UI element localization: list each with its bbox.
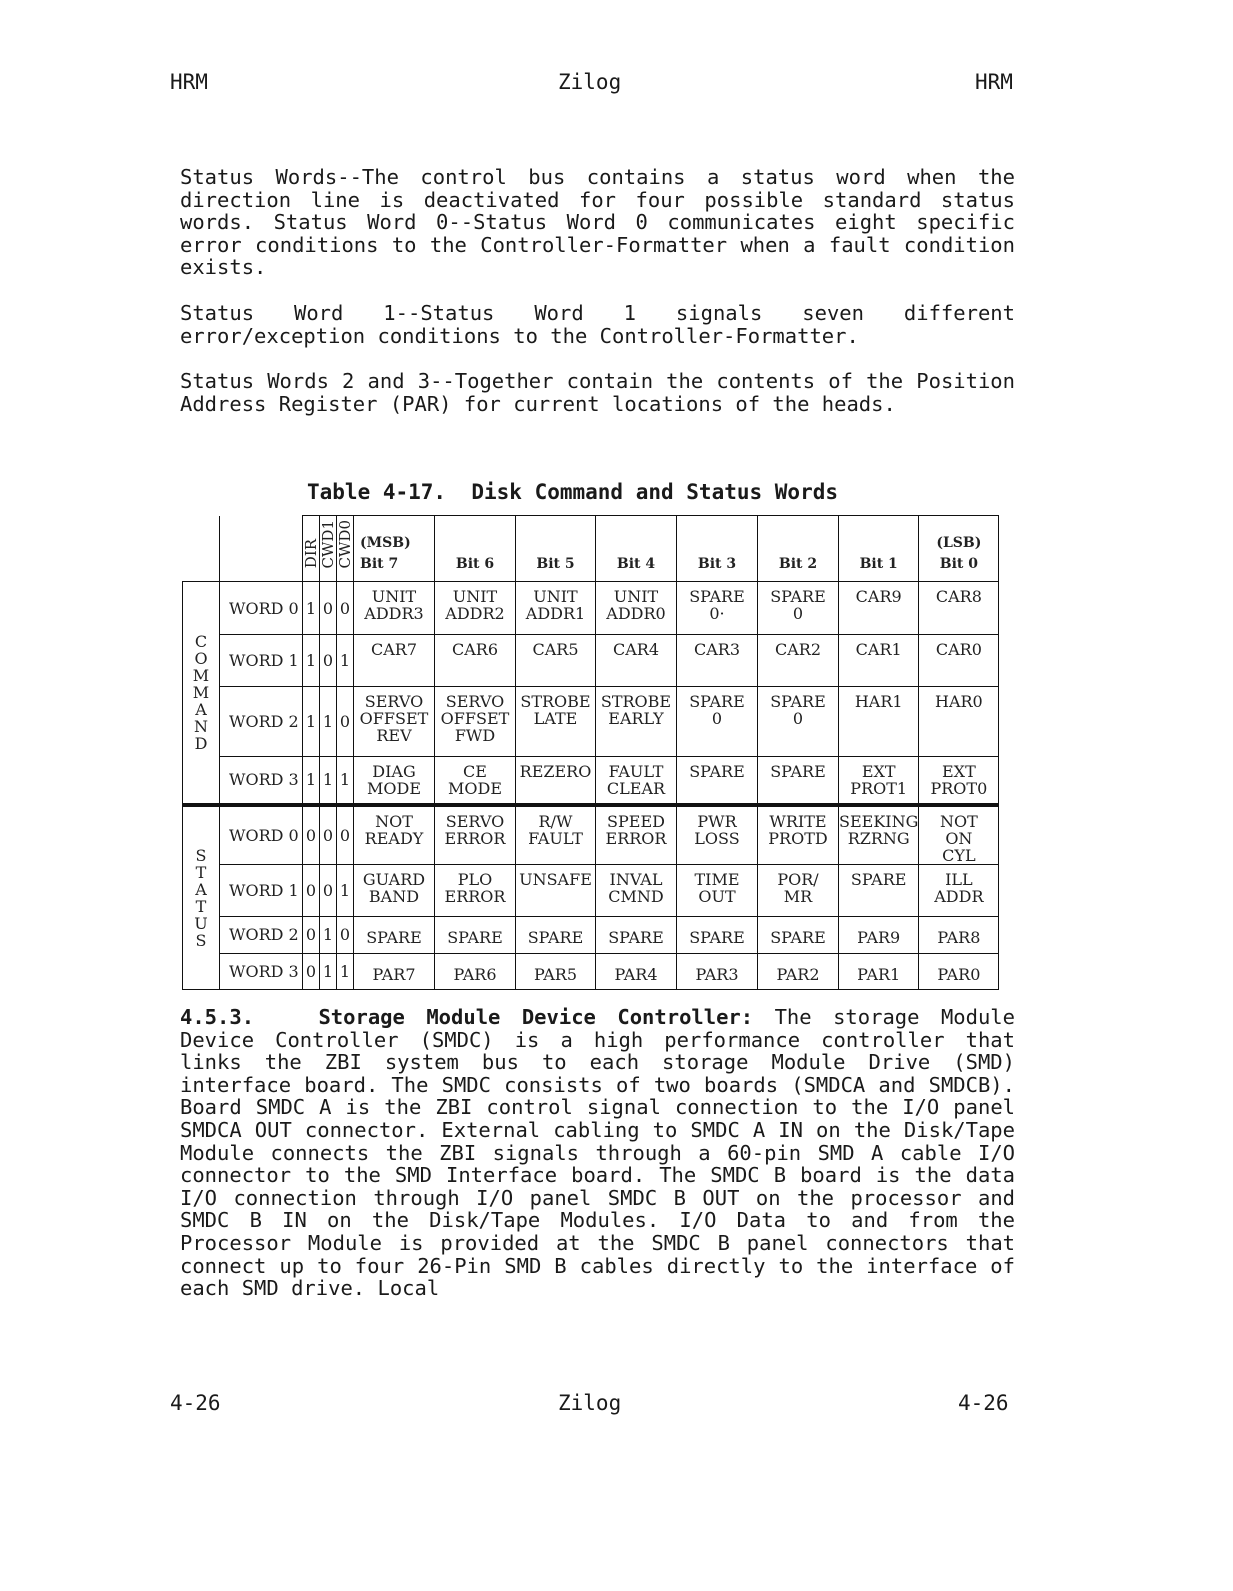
bit6-header: Bit 6	[435, 516, 516, 582]
bit5-cell: PAR5	[516, 953, 596, 989]
word-label: WORD 3	[220, 757, 303, 805]
bit5-cell: STROBE LATE	[516, 687, 596, 757]
bit1-cell: SEEKING RZRNG	[839, 805, 919, 865]
bit7-cell: SPARE	[354, 916, 435, 953]
bit1-cell: PAR1	[839, 953, 919, 989]
bit2-cell: SPARE 0	[758, 582, 839, 635]
bit4-cell: SPEED ERROR	[596, 805, 677, 865]
command-group-label: C O M M A N D	[183, 582, 220, 805]
dir-value: 0	[303, 953, 320, 989]
bit1-cell: EXT PROT1	[839, 757, 919, 805]
word-label: WORD 1	[220, 864, 303, 916]
section-title: Storage Module Device Controller:	[318, 1005, 754, 1029]
bit4-cell: PAR4	[596, 953, 677, 989]
cwd1-value: 1	[320, 916, 337, 953]
bit0-header: (LSB) Bit 0	[919, 516, 999, 582]
status-row	[183, 916, 999, 953]
dir-value: 1	[303, 635, 320, 687]
cwd1-value: 0	[320, 582, 337, 635]
bit0-cell: PAR0	[919, 953, 999, 989]
bit3-header: Bit 3	[677, 516, 758, 582]
footer-left: 4-26	[170, 1391, 221, 1415]
bit3-cell: SPARE	[677, 916, 758, 953]
cwd0-value: 1	[337, 953, 354, 989]
bit0-cell: ILL ADDR	[919, 864, 999, 916]
bit6-cell: CAR6	[435, 635, 516, 687]
bit0-cell: EXT PROT0	[919, 757, 999, 805]
bit2-cell: SPARE	[758, 916, 839, 953]
bit7-cell: GUARD BAND	[354, 864, 435, 916]
bit1-cell: HAR1	[839, 687, 919, 757]
bit4-cell: FAULT CLEAR	[596, 757, 677, 805]
bit4-cell: STROBE EARLY	[596, 687, 677, 757]
table-header-row	[183, 516, 999, 582]
bit3-cell: SPARE 0·	[677, 582, 758, 635]
bit0-cell: NOT ON CYL	[919, 805, 999, 865]
bit0-cell: CAR0	[919, 635, 999, 687]
cwd0-value: 1	[337, 757, 354, 805]
blank-corner	[220, 516, 303, 582]
cwd0-value: 0	[337, 805, 354, 865]
cwd1-value: 0	[320, 864, 337, 916]
bit3-cell: SPARE	[677, 757, 758, 805]
bit3-cell: SPARE 0	[677, 687, 758, 757]
bit2-header: Bit 2	[758, 516, 839, 582]
bit2-cell: PAR2	[758, 953, 839, 989]
bit7-cell: NOT READY	[354, 805, 435, 865]
bit5-cell: UNSAFE	[516, 864, 596, 916]
bit4-cell: UNIT ADDR0	[596, 582, 677, 635]
footer-right: 4-26	[958, 1391, 1009, 1415]
word-label: WORD 2	[220, 916, 303, 953]
cwd0-value: 1	[337, 864, 354, 916]
bit0-cell: CAR8	[919, 582, 999, 635]
status-row	[183, 805, 999, 865]
cwd1-value: 1	[320, 757, 337, 805]
cwd1-value: 0	[320, 805, 337, 865]
table-caption: Table 4-17. Disk Command and Status Words	[307, 480, 839, 504]
bit6-cell: SERVO OFFSET FWD	[435, 687, 516, 757]
word-label: WORD 1	[220, 635, 303, 687]
section-body: The storage Module Device Controller (SMDC) is a high performance controller that links the ZBI system bus to each storage Module Drive (SMD) interface board. The SMDC consists of two boards (SMDCA and SMDCB). Board SMDC A is the ZBI control signal connection to the I/O panel SMDCA OUT connector. External cabling to SMDC A IN on the Disk/Tape Module connects the ZBI signals through a 60-pin SMD A cable I/O connector to the SMD Interface board. The SMDC B board is the data I/O connection through I/O panel SMDC B OUT on the processor and SMDC B IN on the Disk/Tape Modules. I/O Data to and from the Processor Module is provided at the SMDC B panel connectors that connect up to four 26-Pin SMD B cables directly to the interface of each SMD drive. Local	[180, 1005, 1015, 1301]
dir-value: 1	[303, 757, 320, 805]
paragraph-status-words: Status Words--The control bus contains a status word when the direction line is deactivated for four possible standard status words. Status Word 0--Status Word 0 communicates eight specific error conditions to the Controller-Formatter when a fault condition exists.	[180, 165, 1015, 280]
bit7-cell: DIAG MODE	[354, 757, 435, 805]
header-center: Zilog	[558, 70, 622, 94]
bit7-cell: SERVO OFFSET REV	[354, 687, 435, 757]
command-status-table	[182, 515, 999, 990]
bit1-cell: SPARE	[839, 864, 919, 916]
dir-value: 0	[303, 864, 320, 916]
bit6-cell: PAR6	[435, 953, 516, 989]
header-left: HRM	[170, 70, 208, 94]
header-right: HRM	[975, 70, 1013, 94]
cwd1-header: CWD1	[320, 516, 337, 582]
bit4-cell: INVAL CMND	[596, 864, 677, 916]
bit2-cell: POR/ MR	[758, 864, 839, 916]
cwd0-value: 1	[337, 635, 354, 687]
blank-corner	[183, 516, 220, 582]
bit6-cell: PLO ERROR	[435, 864, 516, 916]
paragraph-status-words-2-3: Status Words 2 and 3--Together contain the contents of the Position Address Register (PAR) for current locations of the heads.	[180, 369, 1015, 416]
bit4-cell: CAR4	[596, 635, 677, 687]
dir-value: 1	[303, 687, 320, 757]
cwd1-value: 0	[320, 635, 337, 687]
cwd1-value: 1	[320, 953, 337, 989]
bit5-header: Bit 5	[516, 516, 596, 582]
bit5-cell: SPARE	[516, 916, 596, 953]
bit4-header: Bit 4	[596, 516, 677, 582]
bit5-cell: R/W FAULT	[516, 805, 596, 865]
bit4-cell: SPARE	[596, 916, 677, 953]
command-row	[183, 687, 999, 757]
section-number: 4.5.3.	[180, 1005, 255, 1029]
bit7-header: (MSB) Bit 7	[354, 516, 435, 582]
dir-value: 0	[303, 916, 320, 953]
footer-center: Zilog	[558, 1391, 622, 1415]
cwd0-value: 0	[337, 687, 354, 757]
word-label: WORD 3	[220, 953, 303, 989]
bit6-cell: CE MODE	[435, 757, 516, 805]
command-row	[183, 635, 999, 687]
paragraph-status-word-1: Status Word 1--Status Word 1 signals seven different error/exception conditions to the Controller-Formatter.	[180, 301, 1015, 348]
dir-value: 0	[303, 805, 320, 865]
dir-header: DIR	[303, 516, 320, 582]
bit6-cell: UNIT ADDR2	[435, 582, 516, 635]
bit6-cell: SERVO ERROR	[435, 805, 516, 865]
word-label: WORD 0	[220, 582, 303, 635]
bit5-cell: UNIT ADDR1	[516, 582, 596, 635]
bit3-cell: PWR LOSS	[677, 805, 758, 865]
bit7-cell: PAR7	[354, 953, 435, 989]
bit7-cell: CAR7	[354, 635, 435, 687]
bit1-cell: CAR9	[839, 582, 919, 635]
cwd0-header: CWD0	[337, 516, 354, 582]
status-row	[183, 864, 999, 916]
bit7-cell: UNIT ADDR3	[354, 582, 435, 635]
bit2-cell: SPARE 0	[758, 687, 839, 757]
bit1-cell: CAR1	[839, 635, 919, 687]
command-row	[183, 757, 999, 805]
section-paragraph	[180, 1006, 1015, 1300]
bit1-header: Bit 1	[839, 516, 919, 582]
command-row	[183, 582, 999, 635]
bit0-cell: HAR0	[919, 687, 999, 757]
bit1-cell: PAR9	[839, 916, 919, 953]
bit3-cell: TIME OUT	[677, 864, 758, 916]
cwd1-value: 1	[320, 687, 337, 757]
bit2-cell: WRITE PROTD	[758, 805, 839, 865]
bit2-cell: CAR2	[758, 635, 839, 687]
bit3-cell: PAR3	[677, 953, 758, 989]
cwd0-value: 0	[337, 582, 354, 635]
bit5-cell: REZERO	[516, 757, 596, 805]
word-label: WORD 0	[220, 805, 303, 865]
status-group-label: S T A T U S	[183, 805, 220, 990]
cwd0-value: 0	[337, 916, 354, 953]
status-row	[183, 953, 999, 989]
bit5-cell: CAR5	[516, 635, 596, 687]
bit2-cell: SPARE	[758, 757, 839, 805]
dir-value: 1	[303, 582, 320, 635]
bit3-cell: CAR3	[677, 635, 758, 687]
bit6-cell: SPARE	[435, 916, 516, 953]
bit0-cell: PAR8	[919, 916, 999, 953]
word-label: WORD 2	[220, 687, 303, 757]
